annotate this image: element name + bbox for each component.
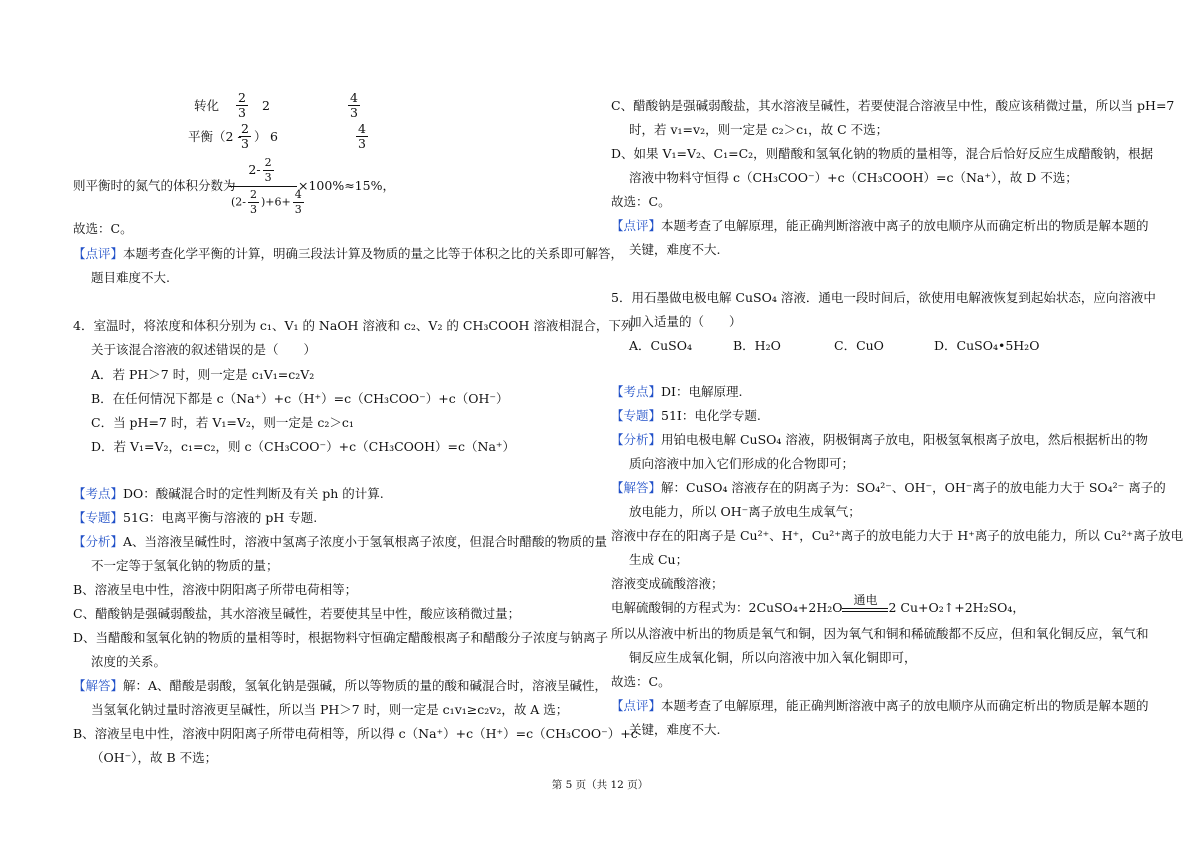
denominator: 3 [350,105,358,120]
fraction [346,91,362,120]
denominator: 3 [250,203,258,216]
comment-text: 题目难度不大. [91,270,170,285]
comment-line [611,218,1149,234]
analysis [611,432,1148,448]
analysis-text: D、当醋酸和氢氧化钠的物质的量相等时，根据物料守恒确定醋酸根离子和醋酸分子浓度与钠离子 [73,630,609,645]
option-d: D．若 V₁=V₂，c₁=c₂，则 c（CH₃COO⁻）+c（CH₃COOH）=c（Na⁺） [91,439,516,454]
topic-text: 51I：电化学专题. [661,408,761,423]
fraction [354,122,370,151]
solution-tag: 【解答】 [73,678,124,693]
reaction-condition: 通电 [853,593,878,607]
page-footer: 第 5 页（共 12 页） [551,779,649,791]
conversion-label: 转化 [194,98,220,113]
numerator: 2 [238,90,246,105]
solution-text: 当氢氧化钠过量时溶液更呈碱性，所以当 PH＞7 时，则一定是 c₁v₁≥c₂v₂，故 A 选； [91,702,569,717]
denominator: 3 [241,136,249,151]
solution-text: 放电能力，所以 OH⁻离子放电生成氧气； [629,504,861,519]
solution-text: 生成 Cu； [629,552,689,567]
topic [611,408,761,424]
formula-suffix: ×100%≈15%， [298,178,395,193]
comment-text: 本题考查了电解原理，能正确判断溶液中离子的放电顺序从而确定析出的物质是解本题的 [661,218,1149,233]
solution-text: 时，若 v₁=v₂，则一定是 c₂＞c₁，故 C 不选； [629,122,889,137]
analysis-text: 浓度的关系。 [91,654,167,669]
solution [611,480,1166,496]
equals-bar [842,608,888,612]
denominator: 3 [238,105,246,120]
analysis-text: 不一定等于氢氧化钠的物质的量； [91,558,279,573]
formula-denominator [231,188,306,217]
solution [73,678,607,694]
numerator: 2 [264,156,272,169]
analysis-tag: 【分析】 [73,534,124,549]
solution-text: （OH⁻），故 B 不选； [91,750,218,765]
denominator: 3 [358,136,366,151]
comment-text: 本题考查化学平衡的计算，明确三段法计算及物质的量之比等于体积之比的关系即可解答， [123,246,624,261]
solution-tag: 【解答】 [611,480,662,495]
numerator: 4 [350,90,358,105]
question-4-stem: 4．室温时，将浓度和体积分别为 c₁、V₁ 的 NaOH 溶液和 c₂、V₂ 的 CH₃COOH 溶液相混合，下列 [73,318,634,333]
comment-tag: 【点评】 [611,698,662,713]
comment-tag: 【点评】 [73,246,124,261]
solution-text: 溶液中存在的阳离子是 Cu²⁺、H⁺，Cu²⁺离子的放电能力大于 H⁺离子的放电能力，所以 Cu²⁺离子放电 [611,528,1184,543]
analysis-text: C、醋酸钠是强碱弱酸盐，其水溶液呈碱性，若要使其呈中性，酸应该稍微过量； [73,606,521,621]
analysis-text: 用铂电极电解 CuSO₄ 溶液，阴极铜离子放电，阳极氢氧根离子放电，然后根据析出的物 [661,432,1148,447]
question-4-stem: 关于该混合溶液的叙述错误的是（ ） [91,342,317,357]
knowledge-tag: 【考点】 [611,384,662,399]
topic-tag: 【专题】 [73,510,124,525]
question-5-stem: 5．用石墨做电极电解 CuSO₄ 溶液．通电一段时间后，欲使用电解液恢复到起始状态，应向溶液中 [611,290,1156,305]
topic-text: 51G：电离平衡与溶液的 pH 专题. [123,510,318,525]
knowledge-point [611,384,742,400]
comment-text: 关键，难度不大. [629,242,721,257]
comment-line [73,246,623,262]
comment-line [611,698,1149,714]
comment-text: 关键，难度不大. [629,722,721,737]
knowledge-text: DO：酸碱混合时的定性判断及有关 ph 的计算. [123,486,384,501]
analysis-tag: 【分析】 [611,432,662,447]
fraction [237,122,253,151]
knowledge-point [73,486,384,502]
close-paren: ） [254,129,267,144]
option-a: A．若 PH＞7 时，则一定是 c₁V₁=c₂V₂ [91,367,315,382]
analysis-text: 质向溶液中加入它们形成的化合物即可； [629,456,855,471]
option-c: C．当 pH=7 时，若 V₁=V₂，则一定是 c₂＞c₁ [91,415,354,430]
fraction-bar [229,186,297,187]
solution-text: 所以从溶液中析出的物质是氧气和铜，因为氧气和铜和稀硫酸都不反应，但和氧化铜反应，氧气和 [611,626,1149,641]
formula-prefix: 则平衡时的氮气的体积分数为 [73,178,236,193]
reaction-arrow [842,593,888,616]
comment-tag: 【点评】 [611,218,662,233]
denominator: 3 [294,203,302,216]
equilibrium-value: 6 [270,129,278,144]
solution-text: 溶液变成硫酸溶液； [611,576,724,591]
equilibrium-label: 平衡（2 - [188,129,242,144]
option-b: B．在任何情况下都是 c（Na⁺）+c（H⁺）=c（CH₃COO⁻）+c（OH⁻） [91,391,509,406]
analysis-text: A、当溶液呈碱性时，溶液中氢离子浓度小于氢氧根离子浓度，但混合时醋酸的物质的量 [123,534,608,549]
option-d: D．CuSO₄•5H₂O [934,338,1040,353]
solution-text: 铜反应生成氧化铜，所以向溶液中加入氧化铜即可， [629,650,917,665]
solution-text: 溶液中物料守恒得 c（CH₃COO⁻）+c（CH₃COOH）=c（Na⁺），故 D 不选； [629,170,1078,185]
option-c: C．CuO [834,338,884,353]
topic [73,510,317,526]
equation-reactants: 电解硫酸铜的方程式为：2CuSO₄+2H₂O [611,600,843,615]
answer-choice: 故选：C。 [611,674,671,689]
numerator: 4 [294,188,302,201]
denominator-text: )+6+ [261,195,291,209]
solution-text: D、如果 V₁=V₂、C₁=C₂，则醋酸和氢氧化钠的物质的量相等，混合后恰好反应生成醋酸钠，根据 [611,146,1154,161]
denominator-text: (2- [231,195,247,209]
option-a: A．CuSO₄ [629,338,692,353]
answer-choice: 故选：C。 [73,221,133,236]
answer-choice: 故选：C。 [611,194,671,209]
numerator: 4 [358,121,366,136]
denominator: 3 [264,171,272,184]
solution-text: 解：CuSO₄ 溶液存在的阴离子为：SO₄²⁻、OH⁻，OH⁻离子的放电能力大于 SO₄²⁻ 离子的 [661,480,1166,495]
option-b: B．H₂O [733,338,781,353]
topic-tag: 【专题】 [611,408,662,423]
analysis-text: B、溶液呈电中性，溶液中阴阳离子所带电荷相等； [73,582,358,597]
solution-text: 解：A、醋酸是弱酸，氢氧化钠是强碱，所以等物质的量的酸和碱混合时，溶液呈碱性， [123,678,608,693]
knowledge-tag: 【考点】 [73,486,124,501]
formula-numerator [231,156,293,185]
analysis [73,534,607,550]
conversion-value: 2 [262,98,270,113]
equation-products: 2 Cu+O₂↑+2H₂SO₄， [888,600,1025,615]
fraction [234,91,250,120]
numerator: 2 [241,121,249,136]
knowledge-text: DI：电解原理. [661,384,743,399]
numerator-text: 2- [248,162,261,177]
solution-text: B、溶液呈电中性，溶液中阴阳离子所带电荷相等，所以得 c（Na⁺）+c（H⁺）=c（CH₃COO⁻）+c [73,726,638,741]
question-5-stem: 加入适量的（ ） [629,314,742,329]
comment-text: 本题考查了电解原理，能正确判断溶液中离子的放电顺序从而确定析出的物质是解本题的 [661,698,1149,713]
electrolysis-equation [611,593,1025,616]
solution-text: C、醋酸钠是强碱弱酸盐，其水溶液呈碱性，若要使混合溶液呈中性，酸应该稍微过量，所以当 pH=7 [611,98,1175,113]
numerator: 2 [250,188,258,201]
